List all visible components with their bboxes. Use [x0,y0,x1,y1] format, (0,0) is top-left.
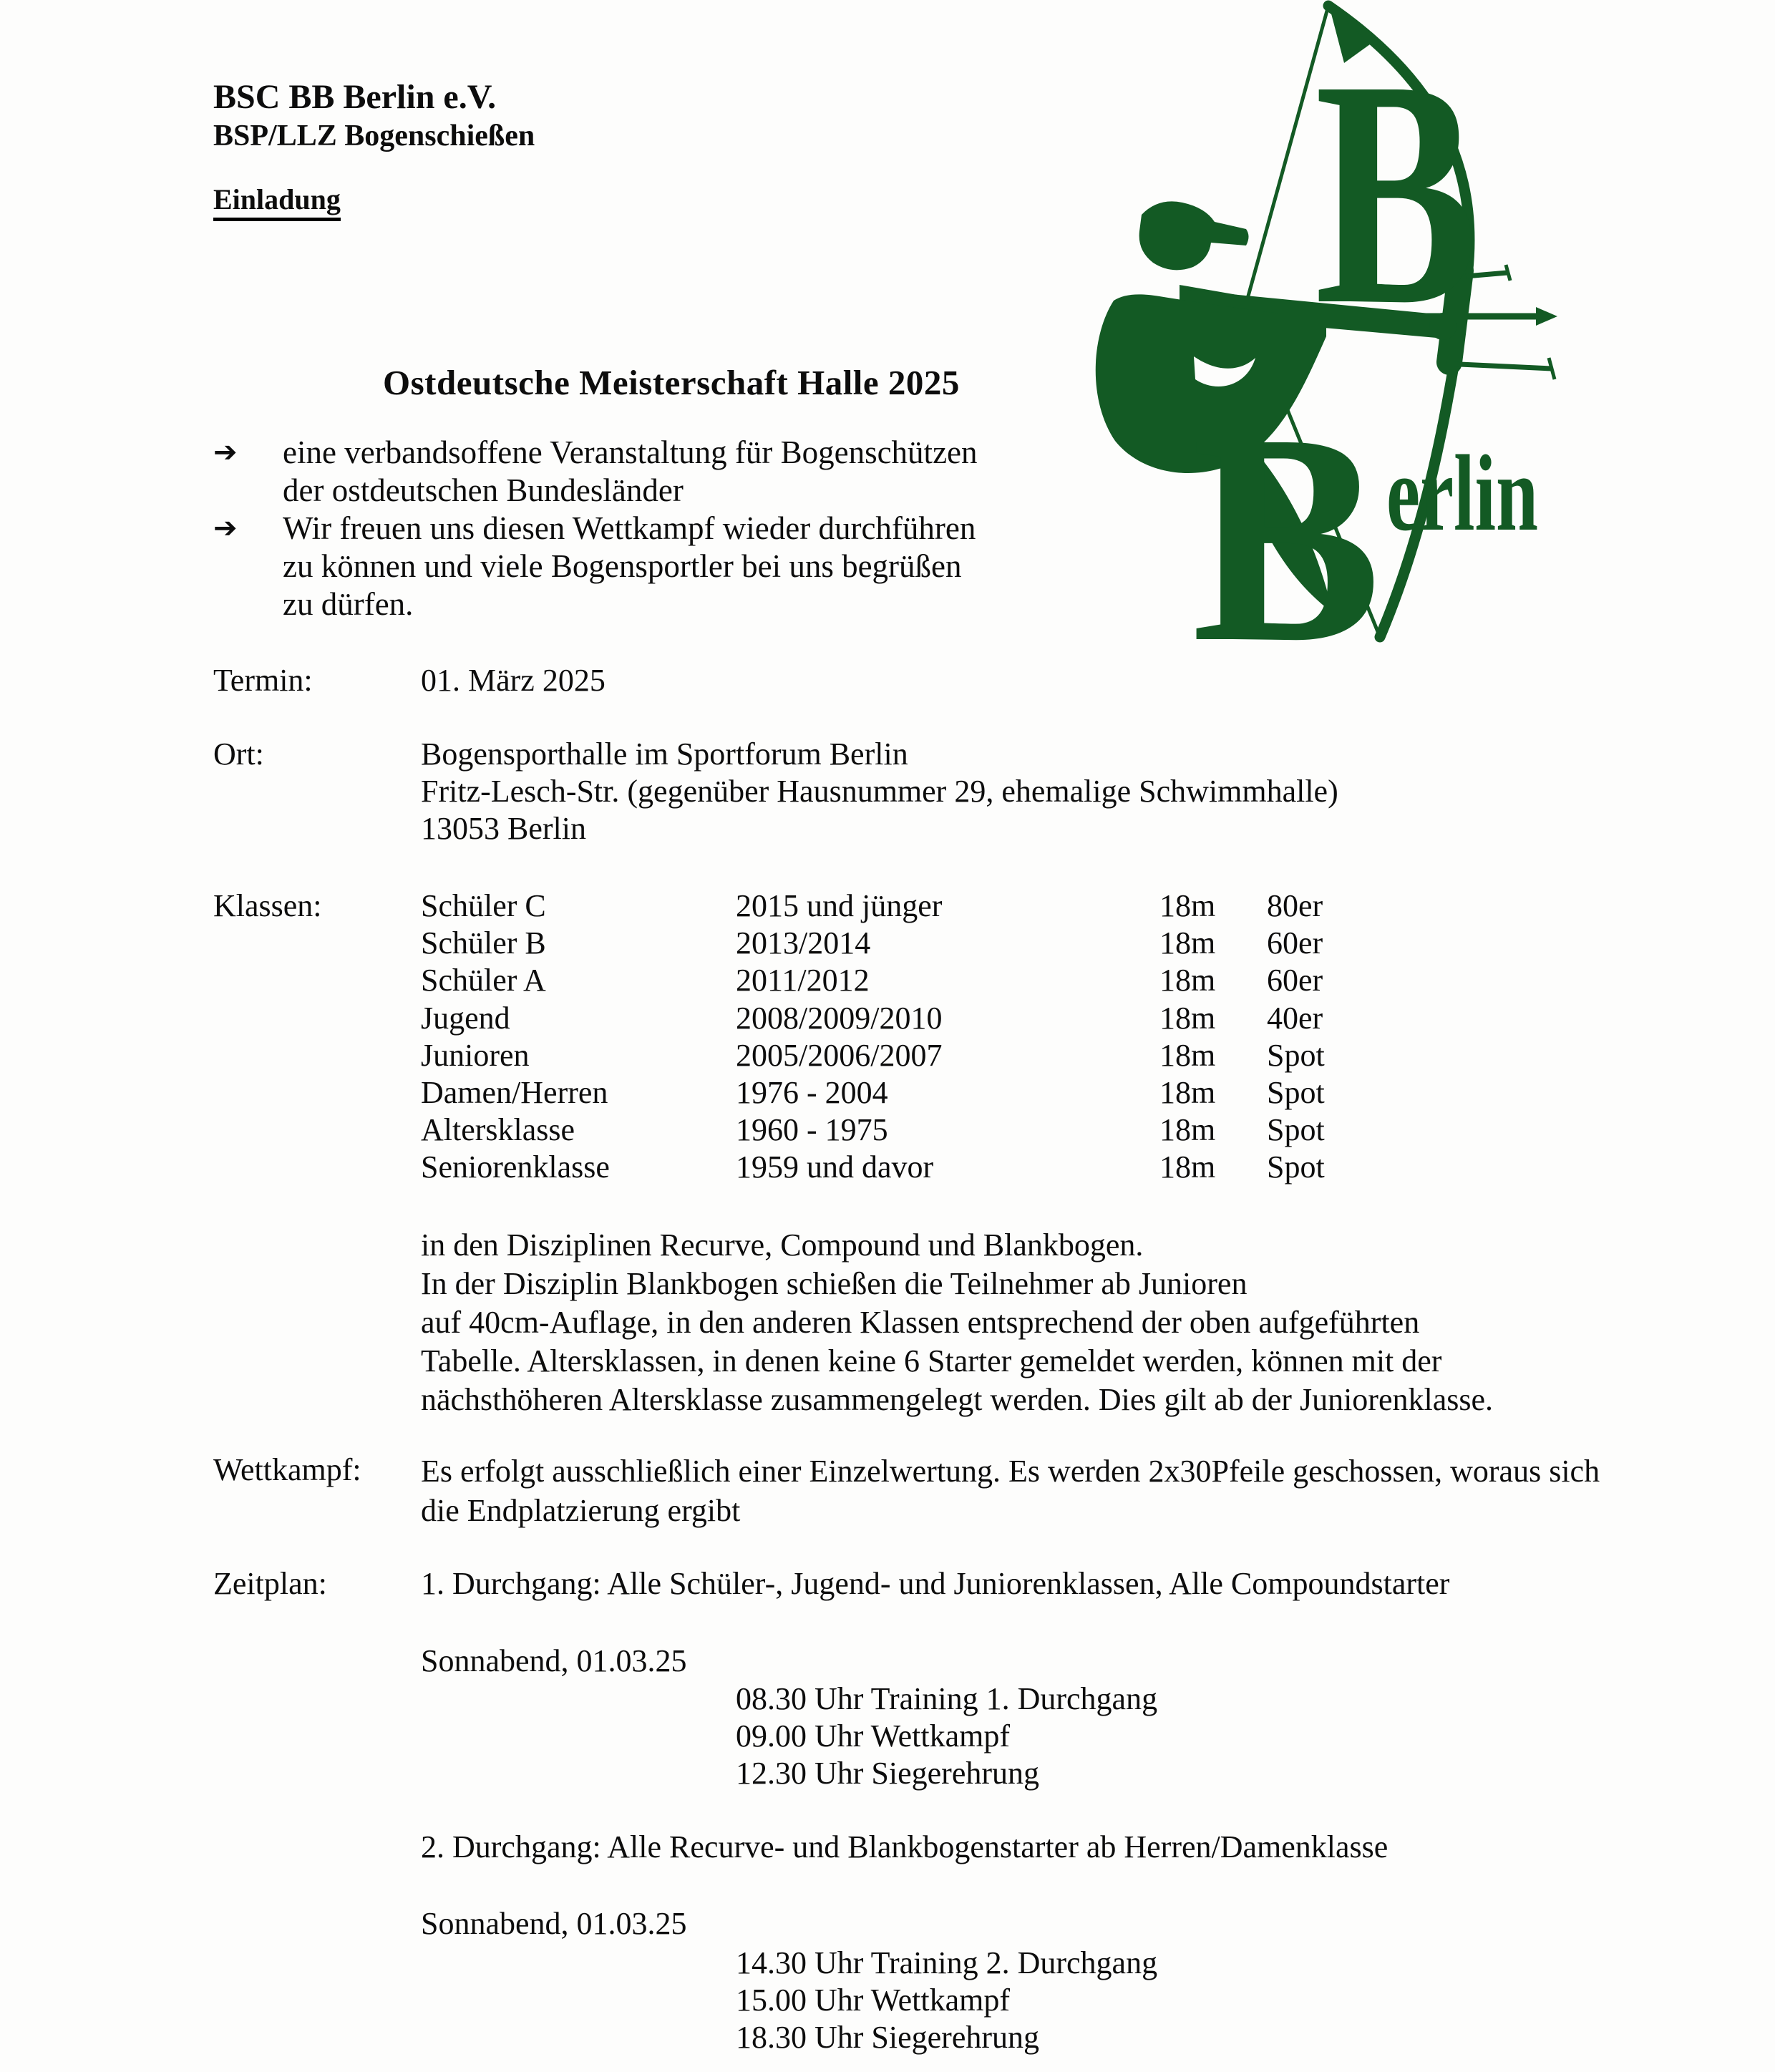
round1-heading: 1. Durchgang: Alle Schüler-, Jugend- und Juniorenklassen, Alle Compoundstarter [421,1566,1450,1601]
arrow-head-graphic [1536,307,1557,326]
logo-letter-b-top: B [1315,13,1478,371]
klassen-label: Klassen: [213,888,322,923]
klassen-note [421,1226,1493,1419]
wettkampf-line: Es erfolgt ausschließlich einer Einzelwertung. Es werden 2x30Pfeile geschossen, woraus sich [421,1454,1600,1489]
cell-auflage: Spot [1267,1074,1325,1110]
cell-auflage: 40er [1267,1000,1323,1036]
termin-value: 01. März 2025 [421,663,606,698]
zeitplan-label: Zeitplan: [213,1566,327,1601]
klassen-note-line: In der Disziplin Blankbogen schießen die Teilnehmer ab Junioren [421,1266,1248,1301]
cell-klasse: Schüler C [421,888,546,923]
cell-klasse: Junioren [421,1037,530,1073]
cell-auflage: 60er [1267,963,1323,998]
round2-schedule [736,1945,1157,2056]
time-entry: 14.30 Uhr Training 2. Durchgang [736,1945,1158,1980]
arrow-bullet-icon: ➔ [213,512,238,545]
logo-suffix-text: erlin [1386,433,1538,553]
cell-distanz: 18m [1159,888,1216,923]
cell-auflage: 60er [1267,925,1323,961]
bullet-line: Wir freuen uns diesen Wettkampf wieder durchführen [283,510,976,546]
cell-distanz: 18m [1159,1074,1216,1110]
ort-label: Ort: [213,736,264,772]
logo-letter-b-bottom: B [1192,371,1381,658]
document-type-label: Einladung [213,183,341,221]
cell-jahrgang: 2005/2006/2007 [736,1037,943,1073]
table-row [421,1037,1638,1074]
klassen-note-line: Tabelle. Altersklassen, in denen keine 6 Starter gemeldet werden, können mit der [421,1343,1442,1378]
org-subtitle: BSP/LLZ Bogenschießen [213,120,535,152]
table-row [421,1000,1638,1037]
bullet-text [283,510,976,623]
bullet-line: eine verbandsoffene Veranstaltung für Bogenschützen [283,434,978,470]
ort-address-line: 13053 Berlin [421,811,586,846]
cell-jahrgang: 2008/2009/2010 [736,1000,943,1036]
round1-date: Sonnabend, 01.03.25 [421,1643,687,1678]
bullet-line: der ostdeutschen Bundesländer [283,472,684,508]
cell-klasse: Schüler B [421,925,546,961]
bullet-line: zu dürfen. [283,586,414,622]
org-name: BSC BB Berlin e.V. [213,78,497,116]
ort-address [421,736,1338,847]
cell-klasse: Damen/Herren [421,1074,608,1110]
termin-label: Termin: [213,663,313,698]
bullet-item [213,510,978,623]
cell-jahrgang: 1960 - 1975 [736,1112,888,1148]
round1-schedule [736,1681,1157,1792]
cell-klasse: Seniorenklasse [421,1149,610,1185]
ort-address-line: Bogensporthalle im Sportforum Berlin [421,736,908,772]
bullet-line: zu können und viele Bogensportler bei uns begrüßen [283,548,962,584]
cell-auflage: Spot [1267,1037,1325,1073]
cell-distanz: 18m [1159,1149,1216,1185]
klassen-note-line: auf 40cm-Auflage, in den anderen Klassen entsprechend der oben aufgeführten [421,1305,1420,1340]
time-entry: 08.30 Uhr Training 1. Durchgang [736,1681,1158,1716]
wettkampf-line: die Endplatzierung ergibt [421,1493,741,1528]
bullet-item [213,434,978,510]
round2-heading: 2. Durchgang: Alle Recurve- und Blankbogenstarter ab Herren/Damenklasse [421,1829,1389,1864]
cell-auflage: Spot [1267,1149,1325,1185]
wettkampf-label: Wettkampf: [213,1452,361,1487]
cell-jahrgang: 1976 - 2004 [736,1074,888,1110]
cell-auflage: Spot [1267,1112,1325,1148]
cell-klasse: Jugend [421,1000,510,1036]
club-logo [1074,0,1646,658]
klassen-note-line: nächsthöheren Altersklasse zusammengelegt werden. Dies gilt ab der Juniorenklasse. [421,1382,1493,1417]
bullet-text [283,434,978,510]
time-entry: 09.00 Uhr Wettkampf [736,1718,1011,1754]
archer-head-icon [1139,201,1249,270]
cell-distanz: 18m [1159,925,1216,961]
wettkampf-text [421,1451,1600,1530]
cell-distanz: 18m [1159,963,1216,998]
time-entry: 12.30 Uhr Siegerehrung [736,1756,1040,1791]
table-row [421,1112,1638,1149]
time-entry: 18.30 Uhr Siegerehrung [736,2020,1040,2055]
intro-bullets [213,434,978,623]
round2-date: Sonnabend, 01.03.25 [421,1906,687,1941]
cell-jahrgang: 2013/2014 [736,925,871,961]
arrow-bullet-icon: ➔ [213,436,238,469]
cell-distanz: 18m [1159,1000,1216,1036]
klassen-table [421,887,1638,1187]
cell-jahrgang: 1959 und davor [736,1149,934,1185]
table-row [421,887,1638,925]
table-row [421,1149,1638,1186]
cell-distanz: 18m [1159,1037,1216,1073]
cell-klasse: Schüler A [421,963,546,998]
page-title: Ostdeutsche Meisterschaft Halle 2025 [383,363,960,402]
table-row [421,962,1638,999]
table-row [421,1074,1638,1112]
klassen-note-line: in den Disziplinen Recurve, Compound und Blankbogen. [421,1227,1144,1263]
cell-jahrgang: 2011/2012 [736,963,870,998]
table-row [421,925,1638,962]
time-entry: 15.00 Uhr Wettkampf [736,1983,1011,2018]
cell-jahrgang: 2015 und jünger [736,888,943,923]
cell-klasse: Altersklasse [421,1112,575,1148]
cell-auflage: 80er [1267,888,1323,923]
stabilizer-tip-short-graphic [1506,265,1510,281]
ort-address-line: Fritz-Lesch-Str. (gegenüber Hausnummer 29, ehemalige Schwimmhalle) [421,774,1338,809]
cell-distanz: 18m [1159,1112,1216,1148]
